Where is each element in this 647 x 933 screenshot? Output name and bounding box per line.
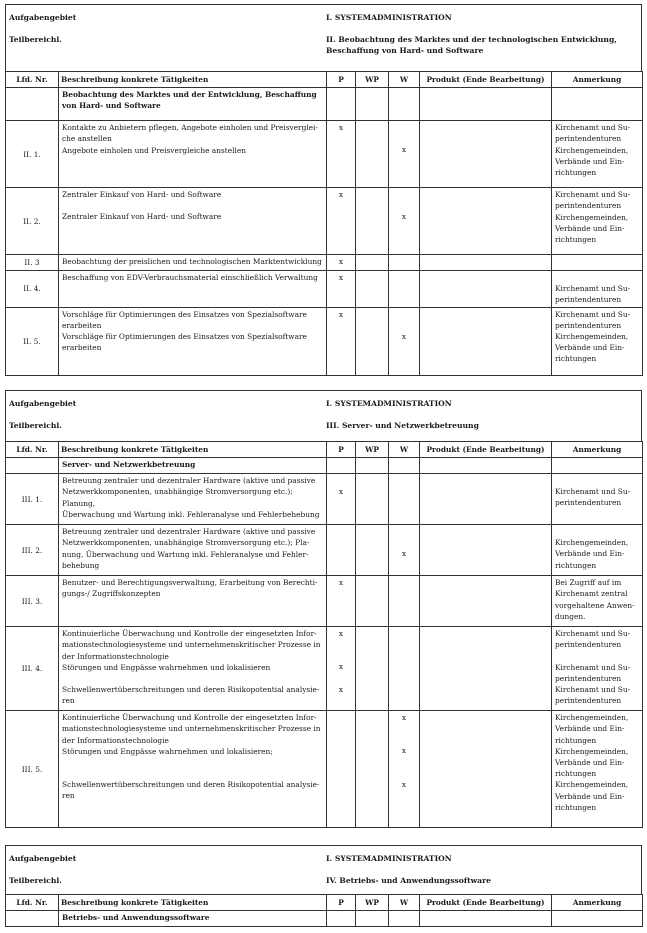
row-w: x (389, 188, 420, 255)
row-w: x (389, 307, 420, 375)
group-row (6, 458, 643, 474)
row-p: x (327, 255, 356, 271)
row-nr: III. 5. (6, 711, 59, 828)
row-desc: Betreuung zentraler und dezentraler Hardware (aktive und passive Netzwerkkomponenten, unabhängige Stromversorgung etc.); Pla- nung, Überwachung und Wartung inkl. Fehleranalyse und Fehler- behebung (59, 525, 327, 576)
sub-label: Teilbereichl. (9, 35, 62, 44)
section-software (5, 845, 642, 927)
row-anm: Kirchengemeinden, Verbände und Ein- richtungen Kirchengemeinden, Verbände und Ein- richtungen Kirchengemeinden, Verbände und Ein- richtungen (552, 711, 643, 828)
col-prod: Produkt (Ende Bearbeitung) (420, 72, 552, 88)
row-desc: Benutzer- und Berechtigungsverwaltung, Erarbeitung von Berechti- gungs-/ Zugriffskonzepten (59, 576, 327, 627)
col-nr: Lfd. Nr. (6, 895, 59, 911)
col-prod: Produkt (Ende Bearbeitung) (420, 895, 552, 911)
col-w: W (389, 442, 420, 458)
row-prod (420, 188, 552, 255)
col-desc: Beschreibung konkrete Tätigkeiten (59, 72, 327, 88)
row-anm: Kirchenamt und Su- perintendenturen Kirchengemeinden, Verbände und Ein- richtungen (552, 307, 643, 375)
row-desc: Beschaffung von EDV-Verbrauchsmaterial einschließlich Verwaltung (59, 271, 327, 307)
group-title: Server- und Netzwerkbetreuung (59, 458, 327, 474)
row-nr: II. 5. (6, 307, 59, 375)
col-p: P (327, 442, 356, 458)
col-anm: Anmerkung (552, 72, 643, 88)
sub-label: Teilbereichl. (9, 421, 62, 430)
sub-value: IV. Betriebs- und Anwendungssoftware (326, 876, 491, 885)
col-wp: WP (356, 442, 389, 458)
group-title: Betriebs- und Anwendungssoftware (59, 911, 327, 927)
row-w: x (389, 121, 420, 188)
row-wp (356, 188, 389, 255)
row-p: x (327, 121, 356, 188)
col-w: W (389, 895, 420, 911)
col-desc: Beschreibung konkrete Tätigkeiten (59, 895, 327, 911)
row-prod (420, 121, 552, 188)
section-market (5, 4, 642, 376)
table-row (6, 188, 643, 255)
table-header-row (6, 895, 643, 911)
task-table (5, 71, 643, 376)
row-anm: Kirchenamt und Su- perintendenturen (552, 271, 643, 307)
sub-value: III. Server- und Netzwerkbetreuung (326, 421, 479, 430)
row-nr: II. 1. (6, 121, 59, 188)
group-row (6, 911, 643, 927)
col-desc: Beschreibung konkrete Tätigkeiten (59, 442, 327, 458)
area-label: Aufgabengebiet (9, 854, 77, 863)
area-value: I. SYSTEMADMINISTRATION (326, 399, 452, 408)
sub-value: II. Beobachtung des Marktes und der technologischen Entwicklung, Beschaffung von Hard- und Software (326, 35, 617, 55)
col-wp: WP (356, 895, 389, 911)
row-nr: II. 2. (6, 188, 59, 255)
task-table (5, 894, 643, 927)
row-p: x (327, 576, 356, 627)
row-desc: Kontinuierliche Überwachung und Kontrolle der eingesetzten Infor- mationstechnologiesysteme und unternehmenskritischer Prozesse in der Informationstechnologie Störungen und Engpässe wahrnehmen und lokalisieren Schwellenwertüberschreitungen und deren Risikopotential analysie- ren (59, 627, 327, 711)
row-nr: III. 3. (6, 576, 59, 627)
table-row (6, 474, 643, 525)
col-nr: Lfd. Nr. (6, 72, 59, 88)
row-nr: III. 2. (6, 525, 59, 576)
row-desc: Kontakte zu Anbietern pflegen, Angebote einholen und Preisverglei- che anstellen Angebote einholen und Preisvergleiche anstellen (59, 121, 327, 188)
sub-label: Teilbereichl. (9, 876, 62, 885)
row-anm: Kirchengemeinden, Verbände und Ein- richtungen (552, 525, 643, 576)
table-header-row (6, 442, 643, 458)
row-nr: III. 1. (6, 474, 59, 525)
table-row (6, 271, 643, 307)
col-w: W (389, 72, 420, 88)
area-label: Aufgabengebiet (9, 399, 77, 408)
col-p: P (327, 72, 356, 88)
table-row (6, 525, 643, 576)
table-row (6, 711, 643, 828)
row-anm: Kirchenamt und Su- perintendenturen Kirchengemeinden, Verbände und Ein- richtungen (552, 121, 643, 188)
row-desc: Beobachtung der preislichen und technologischen Marktentwicklung (59, 255, 327, 271)
row-nr: III. 4. (6, 627, 59, 711)
col-p: P (327, 895, 356, 911)
section-header (5, 390, 642, 441)
col-anm: Anmerkung (552, 895, 643, 911)
area-value: I. SYSTEMADMINISTRATION (326, 13, 452, 22)
section-header (5, 4, 642, 71)
col-wp: WP (356, 72, 389, 88)
area-value: I. SYSTEMADMINISTRATION (326, 854, 452, 863)
section-network (5, 390, 642, 828)
col-anm: Anmerkung (552, 442, 643, 458)
col-nr: Lfd. Nr. (6, 442, 59, 458)
table-row (6, 627, 643, 711)
row-anm: Kirchenamt und Su- perintendenturen (552, 474, 643, 525)
table-row (6, 121, 643, 188)
row-p: x x x (327, 627, 356, 711)
group-title: Beobachtung des Marktes und der Entwicklung, Beschaffung von Hard- und Software (59, 88, 327, 121)
row-nr: II. 3 (6, 255, 59, 271)
table-header-row (6, 72, 643, 88)
row-desc: Zentraler Einkauf von Hard- und Software Zentraler Einkauf von Hard- und Software (59, 188, 327, 255)
row-w: x x x (389, 711, 420, 828)
task-table (5, 441, 643, 828)
row-p: x (327, 307, 356, 375)
row-anm: Bei Zugriff auf im Kirchenamt zentral vorgehaltene Anwen- dungen. (552, 576, 643, 627)
table-row (6, 255, 643, 271)
row-nr: II. 4. (6, 271, 59, 307)
row-desc: Kontinuierliche Überwachung und Kontrolle der eingesetzten Infor- mationstechnologiesysteme und unternehmenskritischer Prozesse in der Informationstechnologie Störungen und Engpässe wahrnehmen und lokalisieren; Schwellenwertüberschreitungen und deren Risikopotential analysie- ren (59, 711, 327, 828)
row-desc: Vorschläge für Optimierungen des Einsatzes von Spezialsoftware erarbeiten Vorschläge für Optimierungen des Einsatzes von Spezialsoftware erarbeiten (59, 307, 327, 375)
row-anm: Kirchenamt und Su- perintendenturen Kirchengemeinden, Verbände und Ein- richtungen (552, 188, 643, 255)
row-p: x (327, 474, 356, 525)
row-wp (356, 121, 389, 188)
row-anm: Kirchenamt und Su- perintendenturen Kirchenamt und Su- perintendenturen Kirchenamt und Su- perintendenturen (552, 627, 643, 711)
row-p: x (327, 271, 356, 307)
table-row (6, 307, 643, 375)
row-p: x (327, 188, 356, 255)
col-prod: Produkt (Ende Bearbeitung) (420, 442, 552, 458)
group-row (6, 88, 643, 121)
area-label: Aufgabengebiet (9, 13, 77, 22)
row-desc: Betreuung zentraler und dezentraler Hardware (aktive und passive Netzwerkkomponenten, unabhängige Stromversorgung etc.); Planung, Überwachung und Wartung inkl. Fehleranalyse und Fehlerbehebung (59, 474, 327, 525)
table-row (6, 576, 643, 627)
row-w: x (389, 525, 420, 576)
section-header (5, 845, 642, 894)
